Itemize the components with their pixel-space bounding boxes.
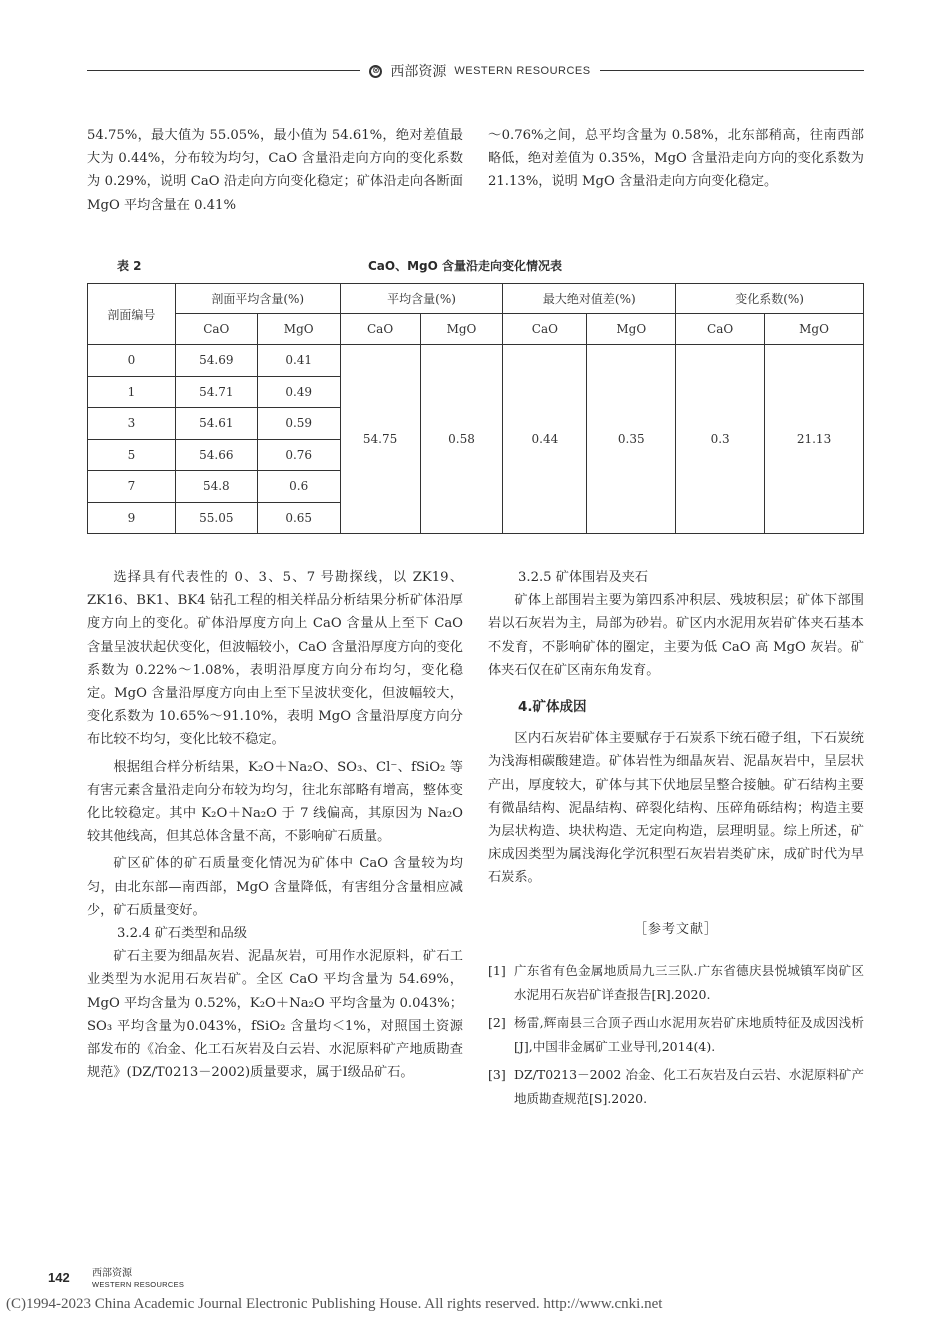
cell-mgo: 0.59 bbox=[257, 408, 340, 440]
cao-mgo-table bbox=[87, 283, 864, 534]
cell-cao: 55.05 bbox=[175, 502, 257, 534]
journal-name-en: WESTERN RESOURCES bbox=[454, 65, 591, 77]
reference-item bbox=[488, 959, 864, 1007]
paragraph: 矿石主要为细晶灰岩、泥晶灰岩，可用作水泥原料，矿石工业类型为水泥用石灰岩矿。全区 CaO 平均含量为 54.69%，MgO 平均含量为 0.52%，K₂O＋Na₂O 平均含量为 0.043%；SO₃ 平均含量为0.043%，fSiO₂ 含量均＜1%，对照国土资源部发布的《冶金、化工石灰岩及白云岩、水泥原料矿产地质勘查规范》(DZ/T0213－2002)质量要求，属于Ⅰ级品矿石。 bbox=[87, 949, 463, 1081]
cell-avg-cao: 54.75 bbox=[340, 345, 420, 534]
subheader-cell: CaO bbox=[340, 314, 420, 345]
section-heading-3-2-5: 3.2.5 矿体围岩及夹石 bbox=[518, 570, 649, 585]
header-group: 变化系数(%) bbox=[676, 284, 864, 314]
cell-cao: 54.8 bbox=[175, 471, 257, 503]
header-rule-left bbox=[87, 70, 367, 71]
cell-mgo: 0.65 bbox=[257, 502, 340, 534]
header-group: 最大绝对值差(%) bbox=[503, 284, 676, 314]
journal-name-cn: 西部资源 bbox=[390, 64, 447, 80]
paragraph: 根据组合样分析结果，K₂O＋Na₂O、SO₃、Cl⁻、fSiO₂ 等有害元素含量沿走向分布较为均匀，往北东部略有增高，整体变化比较稳定。其中 K₂O＋Na₂O 于 7 线偏高，其原因为 Na₂O 较其他线高，但其总体含量不高，不影响矿石质量。 bbox=[87, 759, 463, 845]
paragraph: 矿体上部围岩主要为第四系冲积层、残坡积层；矿体下部围岩以石灰岩为主，局部为砂岩。矿区内水泥用灰岩矿体夹石基本不发育，不影响矿体的圈定，主要为低 CaO 高 MgO 灰岩。矿体夹石仅在矿区南东角发育。 bbox=[488, 593, 864, 678]
subheader-cell: MgO bbox=[257, 314, 340, 345]
cell-cao: 54.61 bbox=[175, 408, 257, 440]
subheader-cell: CaO bbox=[503, 314, 587, 345]
cell-mgo: 0.49 bbox=[257, 376, 340, 408]
section-heading-3-2-4: 3.2.4 矿石类型和品级 bbox=[117, 926, 248, 942]
reference-text: 杨雷,辉南县三合顶子西山水泥用灰岩矿床地质特征及成因浅析[J],中国非金属矿工业导刊,2014(4). bbox=[514, 1014, 864, 1054]
cell-maxdiff-mgo: 0.35 bbox=[587, 345, 676, 534]
top-right-text bbox=[488, 124, 864, 194]
cell-mgo: 0.76 bbox=[257, 439, 340, 471]
table-header-row bbox=[88, 284, 864, 314]
cell-cao: 54.66 bbox=[175, 439, 257, 471]
cell-section: 0 bbox=[88, 345, 176, 377]
cell-cv-mgo: 21.13 bbox=[765, 345, 864, 534]
footer-brand-en: WESTERN RESOURCES bbox=[92, 1280, 185, 1289]
logo-glyph: ⊗ bbox=[372, 66, 380, 76]
left-column bbox=[87, 566, 463, 1084]
cell-section: 5 bbox=[88, 439, 176, 471]
reference-text: DZ/T0213－2002 冶金、化工石灰岩及白云岩、水泥原料矿产地质勘查规范[S].2020. bbox=[514, 1066, 864, 1106]
reference-text: 广东省有色金属地质局九三三队.广东省德庆县悦城镇军岗矿区水泥用石灰岩矿详查报告[R].2020. bbox=[514, 962, 864, 1002]
cell-section: 3 bbox=[88, 408, 176, 440]
journal-logo-icon bbox=[369, 65, 382, 78]
paragraph: 选择具有代表性的 0、3、5、7 号勘探线，以 ZK19、ZK16、BK1、BK4 钻孔工程的相关样品分析结果分析矿体沿厚度方向上的变化。矿体沿厚度方向上 CaO 含量从上至下 CaO 含量呈波状起伏变化，但波幅较小，CaO 含量沿厚度方向的变化系数为 0.22%～1.08%，表明沿厚度方向分布均匀，变化稳定。MgO 含量沿厚度方向由上至下呈波状变化，但波幅较大，变化系数为 10.65%～91.10%，表明 MgO 含量沿厚度方向分布比较不均匀，变化比较不稳定。 bbox=[87, 570, 463, 748]
header-group: 平均含量(%) bbox=[340, 284, 503, 314]
subheader-cell: CaO bbox=[676, 314, 765, 345]
footer-brand bbox=[92, 1268, 184, 1290]
cell-cv-cao: 0.3 bbox=[676, 345, 765, 534]
subheader-cell: MgO bbox=[587, 314, 676, 345]
cell-mgo: 0.41 bbox=[257, 345, 340, 377]
cell-cao: 54.69 bbox=[175, 345, 257, 377]
page-number: 142 bbox=[48, 1270, 70, 1285]
paragraph: 54.75%，最大值为 55.05%，最小值为 54.61%，绝对差值最大为 0.44%，分布较为均匀，CaO 含量沿走向方向的变化系数为 0.29%，说明 CaO 沿走向方向变化稳定；矿体沿走向各断面 MgO 平均含量在 0.41% bbox=[87, 128, 463, 213]
cell-maxdiff-cao: 0.44 bbox=[503, 345, 587, 534]
cell-avg-mgo: 0.58 bbox=[420, 345, 503, 534]
paragraph: 矿区矿体的矿石质量变化情况为矿体中 CaO 含量较为均匀，由北东部—南西部，MgO 含量降低，有害组分含量相应减少，矿石质量变好。 bbox=[87, 856, 463, 918]
cell-section: 9 bbox=[88, 502, 176, 534]
subheader-cell: MgO bbox=[420, 314, 503, 345]
cell-mgo: 0.6 bbox=[257, 471, 340, 503]
reference-item bbox=[488, 1063, 864, 1111]
reference-number: [2] bbox=[488, 1014, 506, 1030]
header-section: 剖面编号 bbox=[88, 284, 176, 345]
references-heading: ［参考文献］ bbox=[633, 921, 718, 937]
table-title: CaO、MgO 含量沿走向变化情况表 bbox=[368, 259, 563, 273]
footer-brand-cn: 西部资源 bbox=[92, 1268, 132, 1279]
paragraph: ～0.76%之间，总平均含量为 0.58%，北东部稍高，往南西部略低，绝对差值为 0.35%，MgO 含量沿走向方向的变化系数为 21.13%，说明 MgO 含量沿走向方向变化稳定。 bbox=[488, 128, 864, 190]
subheader-cell: CaO bbox=[175, 314, 257, 345]
cell-cao: 54.71 bbox=[175, 376, 257, 408]
cell-section: 7 bbox=[88, 471, 176, 503]
table-label: 表 2 bbox=[117, 259, 142, 273]
subheader-cell: MgO bbox=[765, 314, 864, 345]
header-rule-right bbox=[594, 70, 864, 71]
paragraph: 区内石灰岩矿体主要赋存于石炭系下统石磴子组，下石炭统为浅海相碳酸建造。矿体岩性为细晶灰岩、泥晶灰岩中，呈层状产出，厚度较大，矿体与其下伏地层呈整合接触。矿石结构主要有微晶结构、泥晶结构、碎裂化结构、压碎角砾结构；构造主要为层状构造、块状构造、无定向构造，层理明显。综上所述，矿床成因类型为属浅海化学沉积型石灰岩岩类矿床，成矿时代为早石炭系。 bbox=[488, 731, 864, 886]
top-left-text bbox=[87, 124, 463, 217]
reference-number: [3] bbox=[488, 1066, 506, 1082]
right-column bbox=[488, 566, 864, 1111]
reference-item bbox=[488, 1011, 864, 1059]
table-row bbox=[88, 345, 864, 377]
reference-number: [1] bbox=[488, 962, 506, 978]
copyright-line: (C)1994-2023 China Academic Journal Electronic Publishing House. All rights reserved. http://www.cnki.net bbox=[6, 1296, 663, 1312]
section-heading-4: 4.矿体成因 bbox=[518, 699, 587, 716]
cell-section: 1 bbox=[88, 376, 176, 408]
header-group: 剖面平均含量(%) bbox=[175, 284, 340, 314]
running-header bbox=[360, 60, 600, 82]
table-subheader-row bbox=[88, 314, 864, 345]
